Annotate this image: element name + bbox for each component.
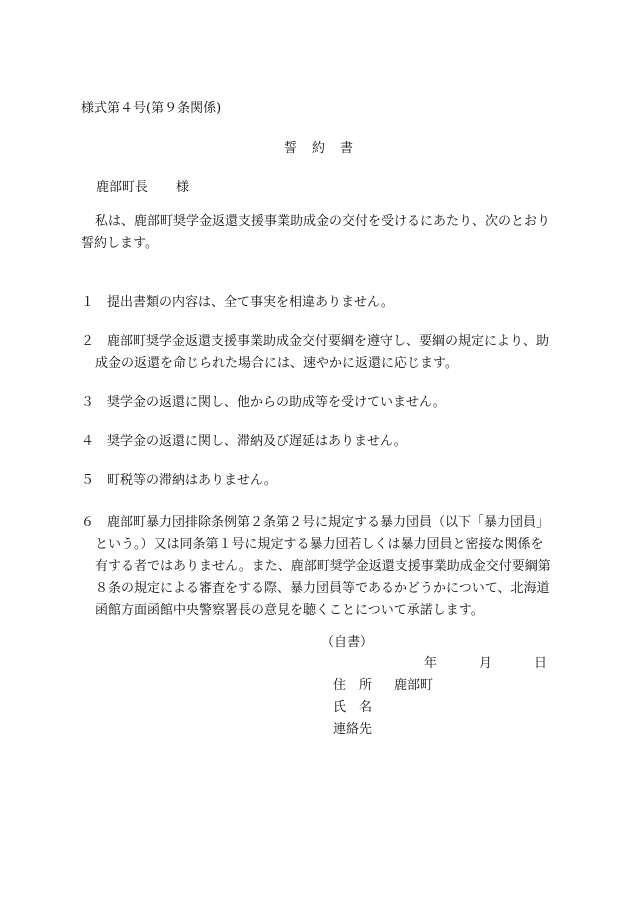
date-month-label: 月 xyxy=(479,656,493,671)
contact-field xyxy=(333,718,372,737)
pledge-item xyxy=(81,431,551,453)
pledge-item-number: ２ xyxy=(81,334,95,349)
pledge-item xyxy=(81,292,551,314)
pledge-item xyxy=(81,512,551,622)
pledge-item xyxy=(81,470,551,492)
address-value: 鹿部町 xyxy=(394,678,434,693)
address-label: 住 所 xyxy=(333,678,373,693)
contact-label: 連絡先 xyxy=(333,722,373,737)
pledge-item-number: ４ xyxy=(81,434,95,449)
date-year-label: 年 xyxy=(424,656,438,671)
pledge-item-number: １ xyxy=(81,295,95,310)
addressee-honorific: 様 xyxy=(176,180,190,195)
pledge-item xyxy=(81,392,551,414)
pledge-item-number: ５ xyxy=(81,473,95,488)
pledge-item-text: 鹿部町暴力団排除条例第２条第２号に規定する暴力団員（以下「暴力団員」という。）又は同条第１号に規定する暴力団若しくは暴力団員と密接な関係を有する者ではありません。また、鹿部町奨学金返還支援事業助成金交付要綱第８条の規定による審査をする際、暴力団員等であるかどうかについて、北海道函館方面函館中央警察署長の意見を聴くことについて承諾します。 xyxy=(95,515,551,618)
date-row xyxy=(424,652,547,671)
page-title: 誓 約 書 xyxy=(284,141,355,156)
self-written-note: （自書） xyxy=(321,635,374,650)
pledge-item-number: ３ xyxy=(81,395,95,410)
intro-paragraph: 私は、鹿部町奨学金返還支援事業助成金の交付を受けるにあたり、次のとおり誓約します。 xyxy=(81,214,551,251)
date-day-label: 日 xyxy=(534,656,548,671)
addressee-name: 鹿部町長 xyxy=(96,180,149,195)
pledge-item-text: 奨学金の返還に関し、滞納及び遅延はありません。 xyxy=(107,434,407,449)
name-label: 氏 名 xyxy=(333,700,373,715)
pledge-item-text: 鹿部町奨学金返還支援事業助成金交付要綱を遵守し、要綱の規定により、助成金の返還を命じられた場合には、速やかに返還に応じます。 xyxy=(95,334,550,371)
pledge-item-number: ６ xyxy=(81,515,95,530)
pledge-item xyxy=(81,331,551,375)
form-number: 様式第４号(第９条関係) xyxy=(81,101,222,116)
pledge-item-text: 提出書類の内容は、全て事実を相違ありません。 xyxy=(107,295,394,310)
name-field xyxy=(333,696,372,715)
pledge-item-text: 町税等の滞納はありません。 xyxy=(107,473,277,488)
pledge-item-text: 奨学金の返還に関し、他からの助成等を受けていません。 xyxy=(107,395,446,410)
address-field xyxy=(333,674,433,693)
addressee xyxy=(96,176,189,195)
